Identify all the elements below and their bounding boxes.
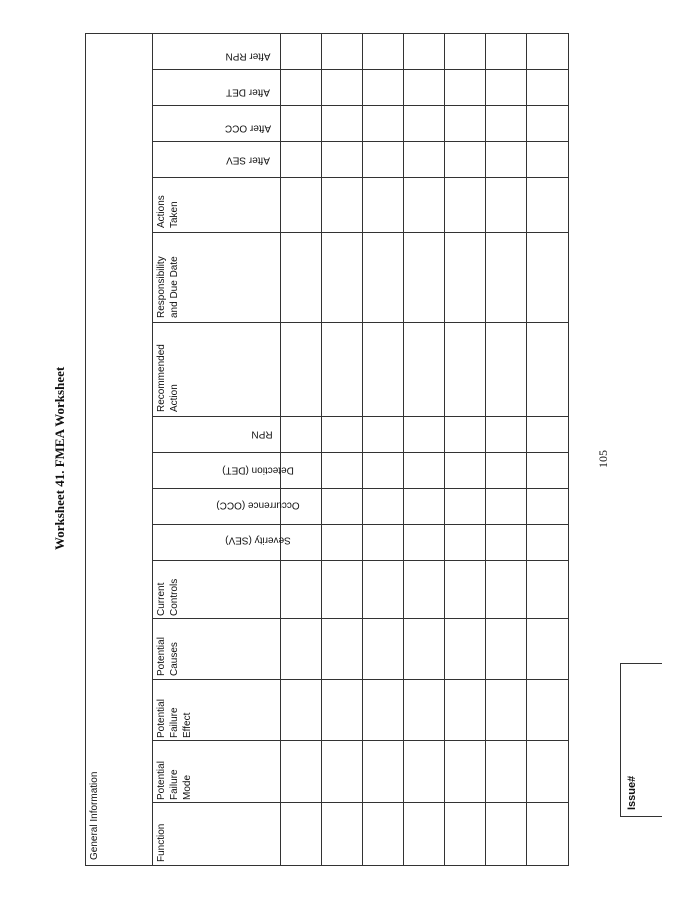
column-divider — [152, 560, 568, 561]
column-divider — [152, 740, 568, 741]
column-header-after-det: After DET — [226, 86, 270, 98]
row-divider — [444, 33, 445, 866]
page-number: 105 — [596, 450, 610, 468]
table-border-right — [568, 33, 569, 866]
column-header-occurrence: Occurrence (OCC) — [216, 499, 300, 511]
column-header-potential-causes: Potential Causes — [156, 637, 180, 676]
row-divider — [485, 33, 486, 866]
table-border-bottom — [85, 865, 569, 866]
column-divider — [152, 177, 568, 178]
column-divider — [152, 524, 568, 525]
column-header-rpn: RPN — [251, 428, 273, 440]
table-border-top — [85, 33, 569, 34]
header-divider — [280, 33, 281, 866]
general-information-label: General Information — [89, 771, 100, 860]
column-header-current-controls: Current Controls — [156, 578, 180, 616]
column-header-after-sev: After SEV — [226, 154, 270, 166]
column-header-detection: Detection (DET) — [222, 464, 294, 476]
column-divider — [152, 105, 568, 106]
column-header-potential-failure-mode: Potential Failure Mode — [156, 761, 193, 800]
column-header-actions-taken: Actions Taken — [156, 195, 180, 228]
table-border-left — [85, 33, 86, 866]
row-divider — [403, 33, 404, 866]
column-divider — [152, 618, 568, 619]
row-divider — [321, 33, 322, 866]
row-divider — [526, 33, 527, 866]
issue-label: Issue# — [626, 775, 638, 810]
general-info-divider — [152, 33, 153, 866]
column-divider — [152, 679, 568, 680]
column-divider — [152, 69, 568, 70]
column-divider — [152, 488, 568, 489]
row-divider — [362, 33, 363, 866]
column-divider — [152, 232, 568, 233]
column-divider — [152, 322, 568, 323]
column-header-severity: Severity (SEV) — [225, 534, 291, 546]
column-header-recommended-action: Recommended Action — [156, 344, 180, 412]
column-header-after-occ: After OCC — [224, 122, 272, 134]
column-divider — [152, 452, 568, 453]
worksheet-title: Worksheet 41. FMEA Worksheet — [52, 366, 67, 550]
column-header-potential-failure-effect: Potential Failure Effect — [156, 699, 193, 738]
column-divider — [152, 416, 568, 417]
column-divider — [152, 802, 568, 803]
column-header-function: Function — [156, 823, 167, 862]
column-divider — [152, 141, 568, 142]
column-header-responsibility-due-date: Responsibility and Due Date — [156, 256, 180, 318]
column-header-after-rpn: After RPN — [225, 50, 271, 62]
